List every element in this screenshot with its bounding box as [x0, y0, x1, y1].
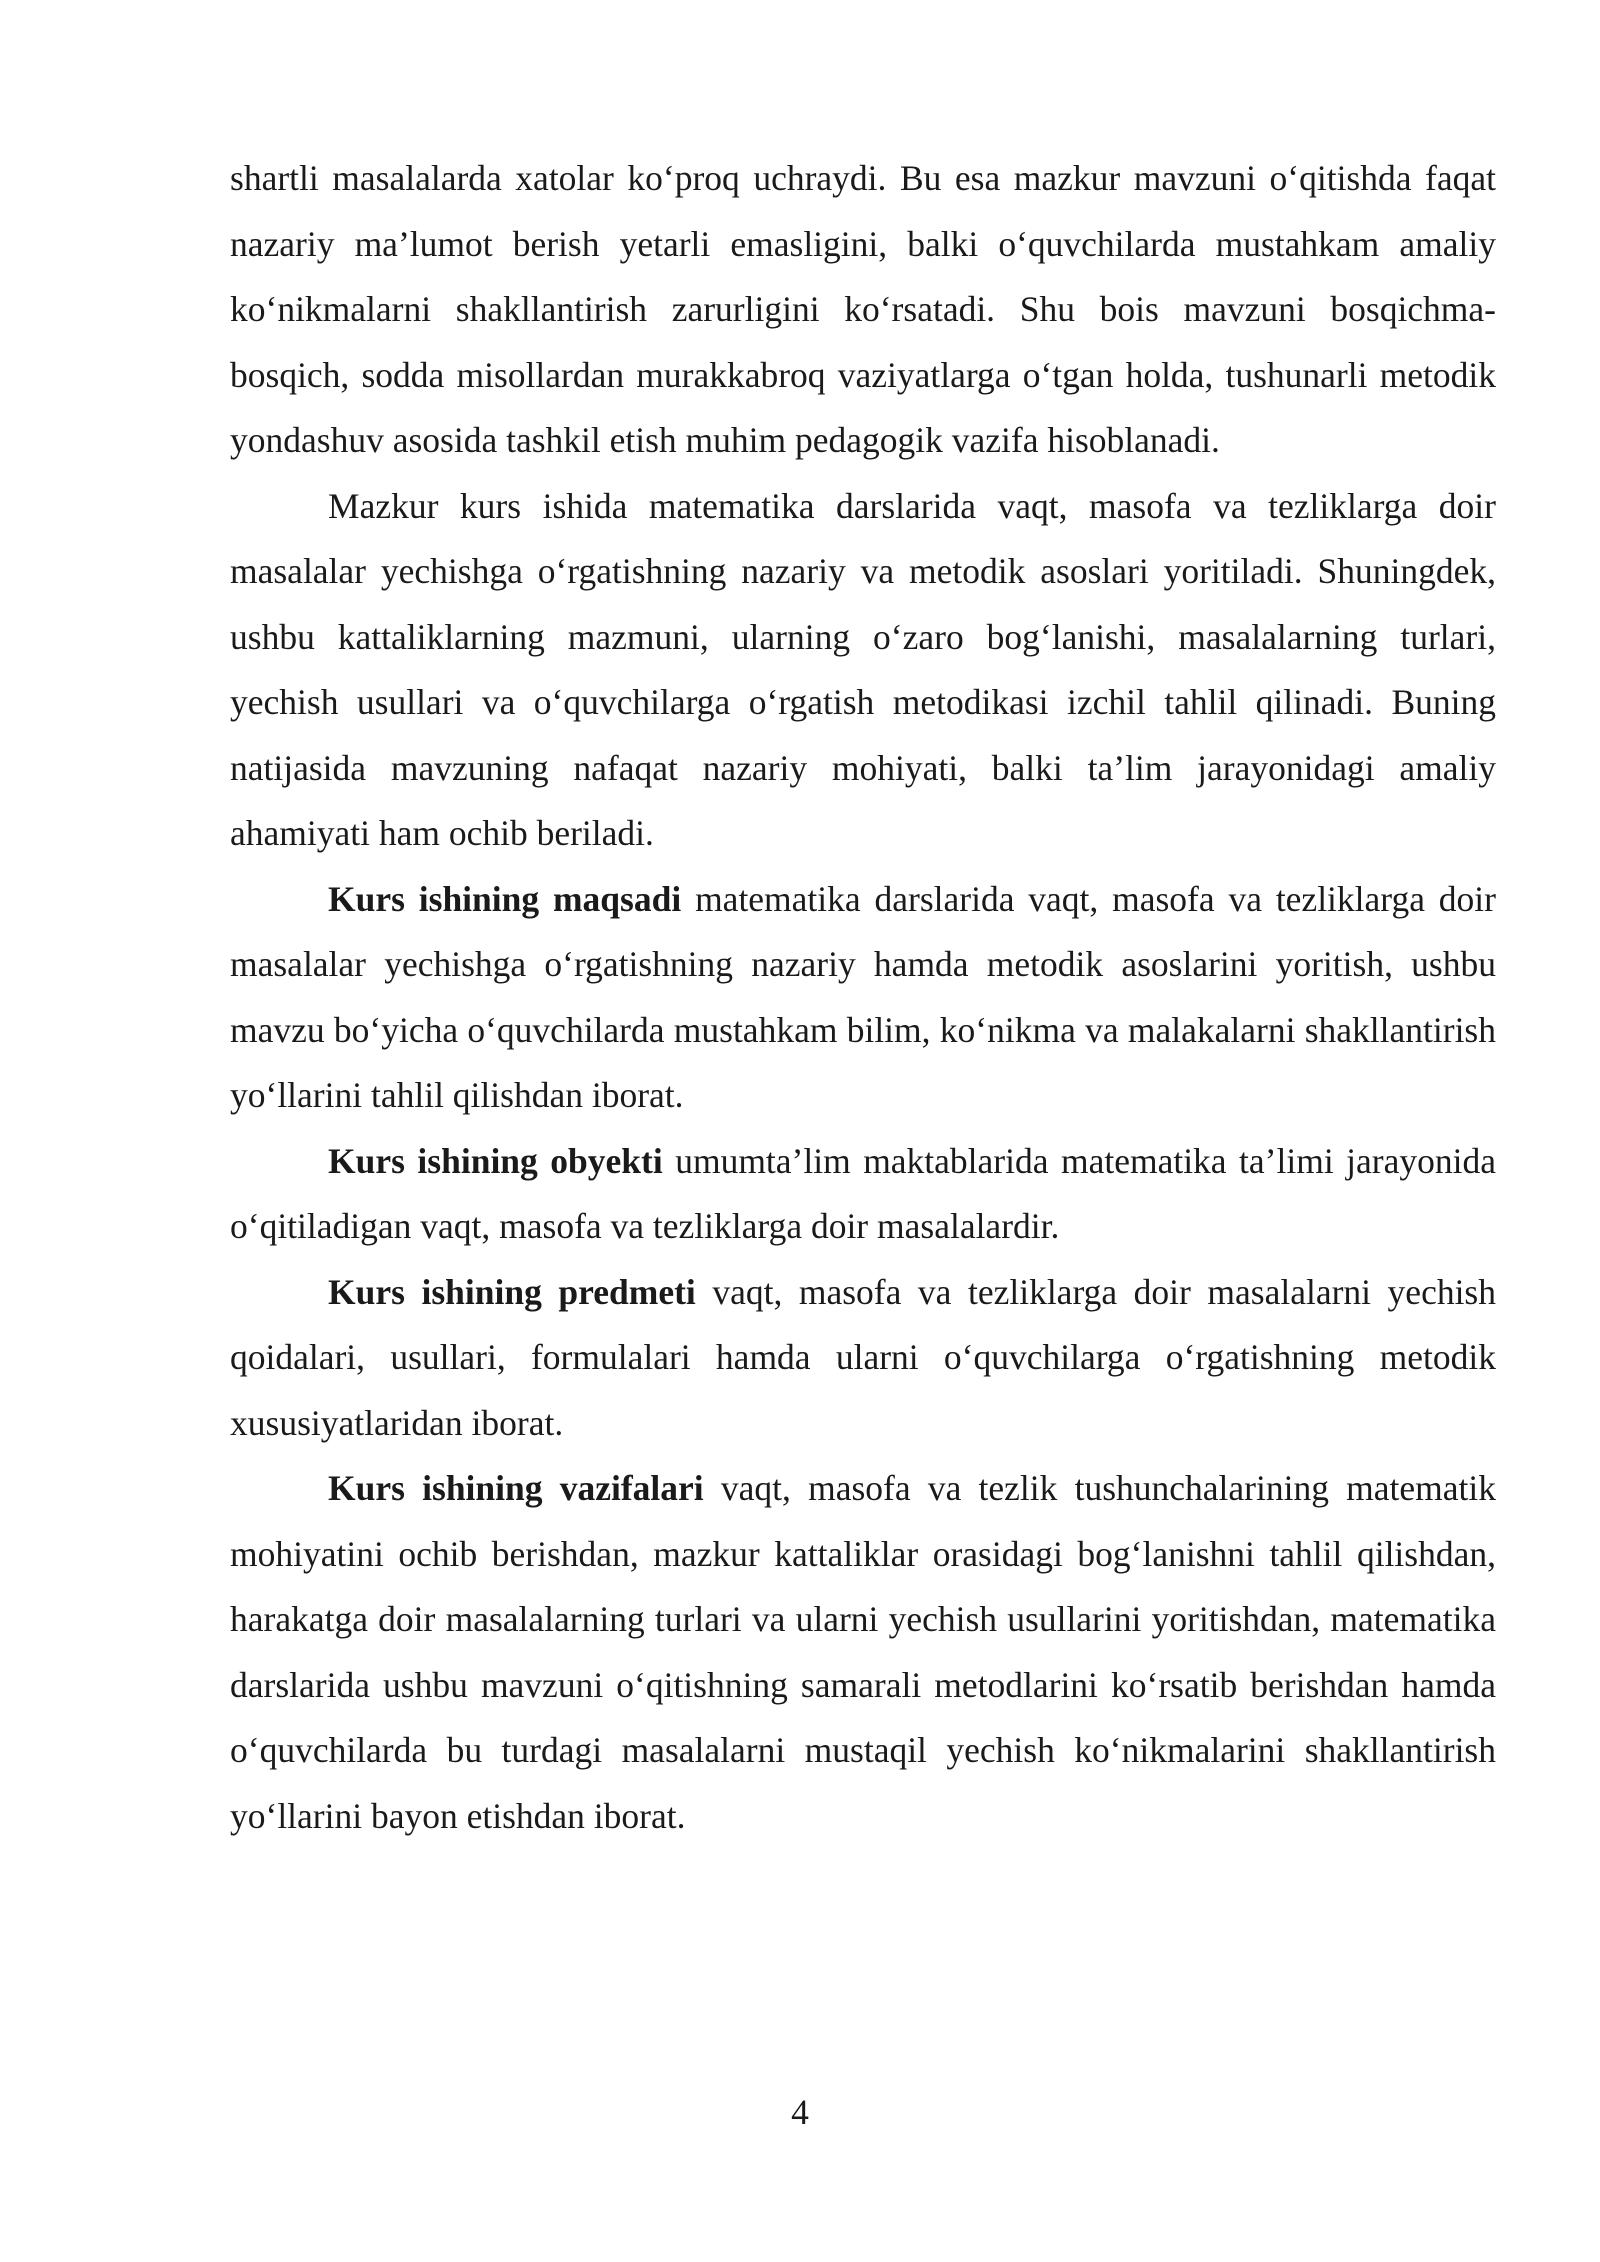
paragraph-course-subject [230, 1260, 1496, 1457]
page-number: 4 [791, 2092, 809, 2132]
paragraph-course-tasks [230, 1456, 1496, 1849]
paragraph-text: Mazkur kurs ishida matematika darslarida vaqt, masofa va tezliklarga doir masalalar yechishga o‘rgatishning nazariy va metodik asoslari yoritiladi. Shuningdek, ushbu kattaliklarning mazmuni, ularning o‘zaro bog‘lanishi, masalalarning turlari, yechish usullari va o‘quvchilarga o‘rgatish metodikasi izchil tahlil qilinadi. Buning natijasida mavzuning nafaqat nazariy mohiyati, balki ta’lim jarayonidagi amaliy ahamiyati ham ochib beriladi. [230, 485, 1496, 853]
body-text [230, 146, 1496, 1849]
paragraph-lead: Kurs ishining maqsadi [328, 878, 682, 919]
paragraph-text: umumta’lim maktablarida matematika ta’limi jarayonida o‘qitiladigan vaqt, masofa va tezliklarga doir masalalardir. [230, 1140, 1496, 1246]
paragraph-text: shartli masalalarda xatolar ko‘proq uchraydi. Bu esa mazkur mavzuni o‘qitishda faqat nazariy ma’lumot berish yetarli emasligini, balki o‘quvchilarda mustahkam amaliy ko‘nikmalarni shakllantirish zarurligini ko‘rsatadi. Shu bois mavzuni bosqichma-bosqich, sodda misollardan murakkabroq vaziyatlarga o‘tgan holda, tushunarli metodik yondashuv asosida tashkil etish muhim pedagogik vazifa hisoblanadi. [230, 158, 1496, 460]
paragraph-continuation [230, 146, 1496, 474]
paragraph-course-object [230, 1129, 1496, 1260]
paragraph-text: vaqt, masofa va tezlik tushunchalarining matematik mohiyatini ochib berishdan, mazkur kattaliklar orasidagi bog‘lanishni tahlil qilishdan, harakatga doir masalalarning turlari va ularni yechish usullarini yoritishdan, matematika darslarida ushbu mavzuni o‘qitishning samarali metodlarini ko‘rsatib berishdan hamda o‘quvchilarda bu turdagi masalalarni mustaqil yechish ko‘nikmalarini shakllantirish yo‘llarini bayon etishdan iborat. [230, 1468, 1496, 1836]
paragraph-course-goal [230, 867, 1496, 1129]
paragraph-lead: Kurs ishining vazifalari [328, 1468, 704, 1508]
paragraph-course-overview [230, 474, 1496, 867]
paragraph-text: matematika darslarida vaqt, masofa va tezliklarga doir masalalar yechishga o‘rgatishning nazariy hamda metodik asoslarini yoritish, ushbu mavzu bo‘yicha o‘quvchilarda mustahkam bilim, ko‘nikma va malakalarni shakllantirish yo‘llarini tahlil qilishdan iborat. [230, 878, 1496, 1115]
paragraph-lead: Kurs ishining obyekti [328, 1140, 663, 1181]
paragraph-text: vaqt, masofa va tezliklarga doir masalalarni yechish qoidalari, usullari, formulalari hamda ularni o‘quvchilarga o‘rgatishning metodik xususiyatlaridan iborat. [230, 1271, 1497, 1443]
paragraph-lead: Kurs ishining predmeti [328, 1271, 696, 1312]
